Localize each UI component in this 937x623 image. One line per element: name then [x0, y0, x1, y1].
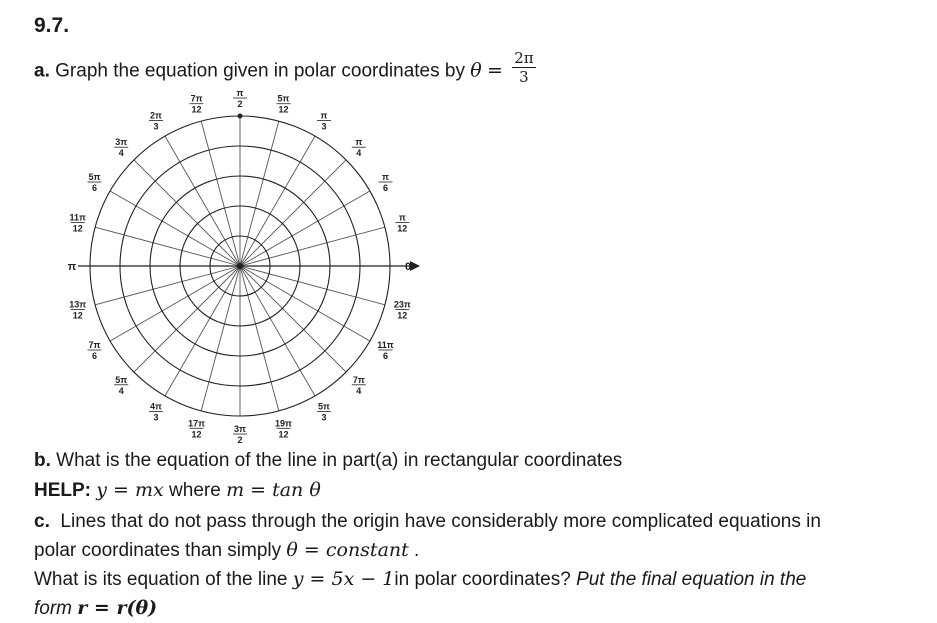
part-c-line4-math: r = r(θ) — [77, 597, 158, 619]
angle-label — [352, 137, 366, 158]
angle-label — [149, 111, 163, 132]
grid-spoke — [240, 136, 315, 266]
angle-label — [395, 213, 409, 234]
polar-axis-arrow — [410, 261, 420, 271]
fraction-numerator: 2π — [514, 49, 534, 67]
angle-label-numerator: 7π — [88, 340, 101, 350]
angle-label-denominator: 6 — [91, 351, 98, 361]
part-b-text: What is the equation of the line in part(a) in rectangular coordinates — [56, 450, 623, 471]
angle-label — [190, 94, 204, 115]
grid-spoke — [201, 266, 240, 411]
angle-label — [276, 94, 290, 115]
angle-label-numerator: π — [320, 110, 328, 121]
angle-label-numerator: 11π — [377, 340, 394, 350]
angle-label-denominator: 12 — [397, 223, 408, 234]
grid-spoke — [110, 191, 240, 266]
part-c-line2-end: . — [414, 540, 420, 561]
angle-label — [352, 375, 366, 396]
angle-label-denominator: 2 — [237, 99, 243, 109]
help-equation-slope: m = tan θ — [226, 479, 321, 501]
angle-label-numerator: 11π — [69, 212, 86, 223]
angle-label — [149, 401, 163, 422]
angle-label-denominator: 6 — [382, 183, 389, 193]
equals-sign: = — [486, 59, 503, 82]
angle-label — [114, 375, 128, 396]
angle-label-denominator: 12 — [72, 310, 83, 321]
angle-label-numerator: π — [236, 88, 244, 98]
part-c-line2-math: θ = constant — [286, 539, 409, 561]
angle-label — [70, 213, 87, 234]
angle-label — [88, 172, 102, 193]
grid-spoke — [95, 266, 240, 305]
polar-graph-paper[interactable] — [60, 88, 450, 445]
part-c-line3-math: y = 5x − 1 — [292, 568, 395, 590]
angle-label-numerator: 5π — [115, 374, 128, 385]
angle-label-text: π — [67, 261, 77, 273]
angle-label-denominator: 12 — [191, 429, 202, 440]
part-c-label: c. — [34, 511, 50, 532]
angle-label-numerator: 4π — [150, 401, 162, 412]
grid-spoke — [134, 266, 240, 372]
theta-symbol: θ — [470, 59, 482, 82]
angle-label-denominator: 3 — [321, 412, 327, 423]
angle-label-denominator: 12 — [397, 310, 408, 321]
angle-label — [377, 340, 394, 361]
part-c-line3-rest: in polar coordinates? — [394, 569, 571, 590]
angle-label — [275, 418, 292, 439]
angle-label-denominator: 4 — [356, 385, 362, 396]
grid-spoke — [240, 191, 370, 266]
angle-label-denominator: 12 — [72, 223, 83, 234]
angle-label — [233, 424, 247, 445]
angle-label-numerator: 19π — [275, 418, 292, 429]
angle-label-numerator: 23π — [393, 299, 411, 310]
grid-spoke — [240, 266, 385, 305]
angle-label-numerator: 3π — [115, 137, 128, 148]
part-c-line1: Lines that do not pass through the origin have considerably more complicated equations in — [60, 511, 821, 532]
part-a-label: a. — [34, 60, 50, 82]
grid-spoke — [201, 121, 240, 266]
top-marker-point — [238, 114, 243, 119]
grid-spoke — [240, 266, 279, 411]
angle-label — [88, 340, 102, 361]
angle-label — [69, 299, 86, 320]
angle-label-denominator: 6 — [91, 183, 98, 193]
part-c-line4-italic: form — [34, 598, 72, 619]
angle-label-denominator: 4 — [118, 148, 124, 159]
problem-number: 9.7. — [34, 14, 70, 37]
angle-label-denominator: 3 — [153, 121, 159, 132]
angle-label-denominator: 12 — [278, 104, 289, 115]
angle-label-numerator: 5π — [318, 401, 330, 412]
angle-label-denominator: 6 — [382, 351, 389, 361]
grid-spoke — [110, 266, 240, 341]
grid-spoke — [165, 136, 240, 266]
angle-label — [378, 172, 392, 193]
part-b-question — [34, 450, 622, 472]
angle-label-denominator: 4 — [356, 148, 362, 159]
angle-label-denominator: 4 — [118, 385, 124, 396]
angle-label-numerator: 2π — [150, 110, 162, 121]
angle-label — [405, 261, 411, 273]
grid-spoke — [95, 227, 240, 266]
angle-label-denominator: 12 — [191, 104, 202, 115]
help-hint — [34, 479, 321, 502]
angle-label-numerator: 3π — [234, 424, 246, 434]
angle-label — [114, 137, 128, 158]
grid-spoke — [240, 266, 346, 372]
angle-label — [68, 261, 77, 273]
angle-label-numerator: π — [355, 137, 363, 148]
angle-label-text: 0 — [404, 261, 412, 273]
grid-spoke — [165, 266, 240, 396]
angle-label-numerator: π — [382, 172, 389, 182]
grid-spoke — [240, 121, 279, 266]
angle-label — [188, 418, 205, 439]
angle-label-numerator: π — [398, 212, 406, 223]
part-a-text: Graph the equation given in polar coordinates by — [55, 60, 465, 82]
part-c-question — [34, 508, 914, 623]
part-c-line3-text: What is its equation of the line — [34, 569, 288, 590]
angle-label-numerator: 5π — [88, 172, 101, 182]
grid-spoke — [240, 266, 370, 341]
help-where: where — [169, 480, 221, 501]
angle-label-numerator: 17π — [188, 418, 205, 429]
angle-label-denominator: 2 — [237, 435, 243, 445]
origin-point — [237, 263, 243, 269]
grid-spoke — [240, 160, 346, 266]
angle-label — [317, 401, 331, 422]
part-a-prompt — [34, 49, 536, 90]
angle-label — [233, 88, 247, 109]
fraction-denominator: 3 — [519, 68, 529, 86]
grid-spoke — [240, 266, 315, 396]
grid-spoke — [134, 160, 240, 266]
help-label: HELP: — [34, 480, 91, 501]
part-c-line2-text: polar coordinates than simply — [34, 540, 282, 561]
angle-label-numerator: 7π — [190, 93, 203, 104]
angle-label-denominator: 12 — [278, 429, 289, 440]
grid-spoke — [240, 227, 385, 266]
angle-fraction — [512, 49, 535, 86]
part-c-line3-italic: Put the final equation in the — [576, 569, 807, 590]
angle-label — [394, 299, 411, 320]
angle-label-denominator: 3 — [321, 121, 327, 132]
angle-label — [317, 111, 331, 132]
angle-label-numerator: 5π — [277, 93, 290, 104]
angle-label-denominator: 3 — [153, 412, 159, 423]
help-equation-line: y = mx — [96, 479, 164, 501]
part-b-label: b. — [34, 450, 51, 471]
angle-label-numerator: 13π — [69, 299, 87, 310]
angle-label-numerator: 7π — [352, 374, 365, 385]
